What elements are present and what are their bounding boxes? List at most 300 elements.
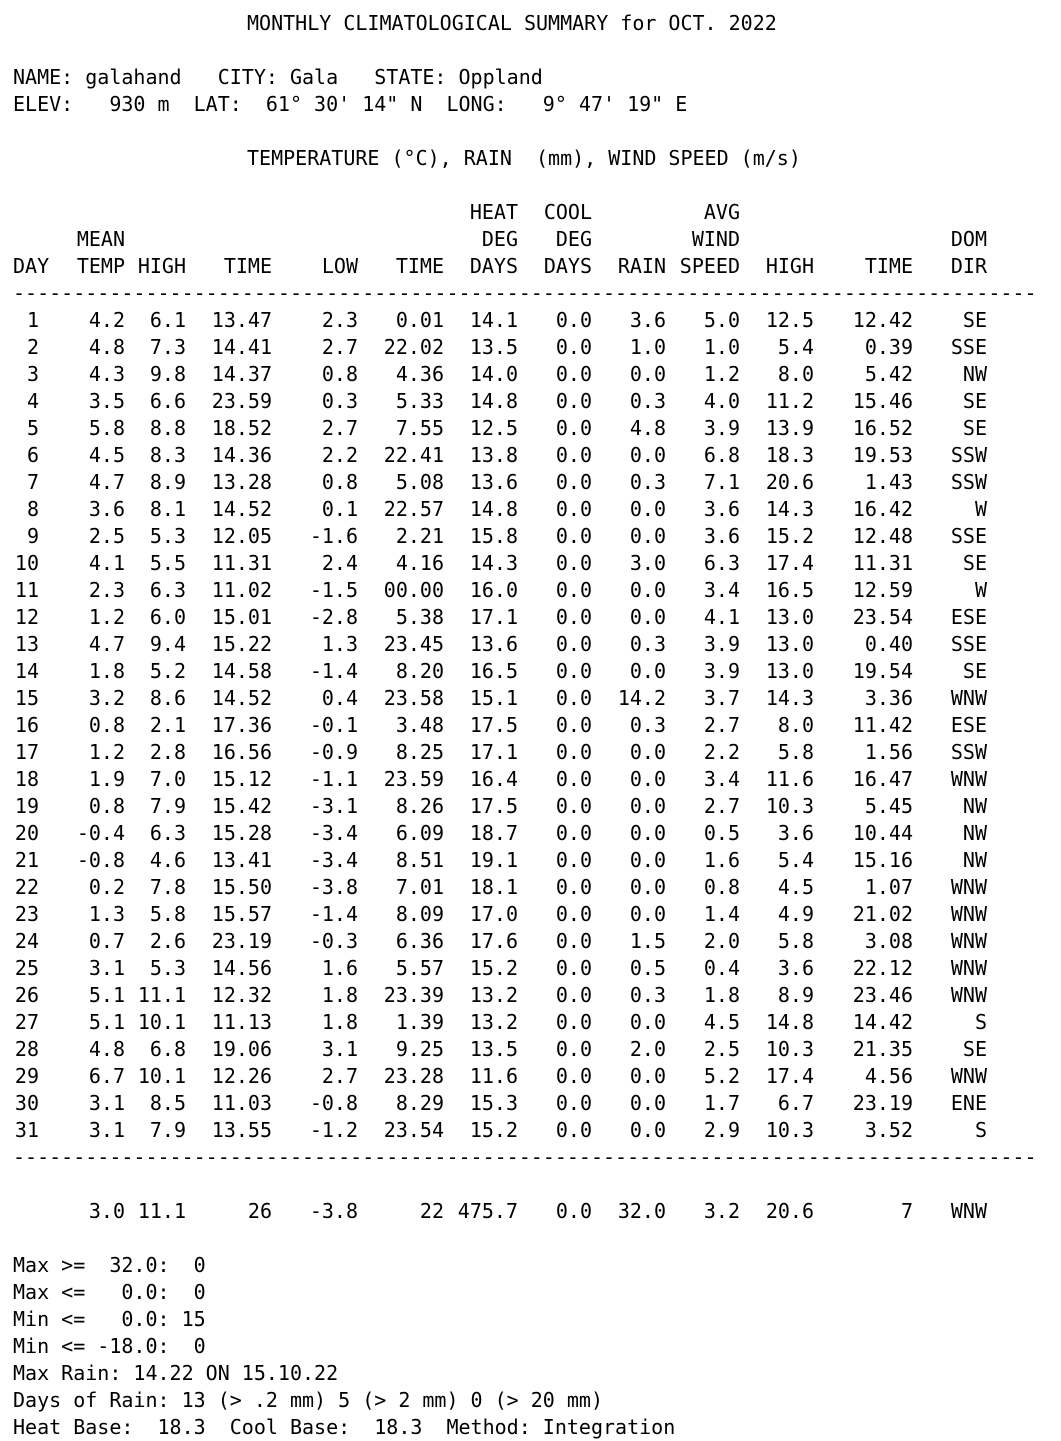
mean-temp-cell: 1.9 [88,767,125,791]
wind-time-cell: 1.56 [864,740,913,764]
wind-high-cell: 5.8 [777,929,814,953]
wind-time-cell: 7 [900,1199,913,1223]
high-time-cell: 14.52 [211,497,272,521]
rain-cell: 0.3 [629,983,666,1007]
cool-deg-days-cell: 0.0 [555,767,592,791]
low-temp-cell: 0.4 [321,686,358,710]
high-time-cell: 12.32 [211,983,272,1007]
mean-temp-cell: 5.1 [88,1010,125,1034]
heat-deg-days-cell: 13.5 [469,1037,518,1061]
wind-high-cell: 3.6 [777,821,814,845]
day-cell: 3 [26,362,39,386]
avg-wind-speed-cell: 6.3 [703,551,740,575]
wind-time-cell: 0.40 [864,632,913,656]
day-cell: 19 [14,794,39,818]
dom-dir-cell: WNW [950,767,987,791]
heat-deg-days-cell: 15.2 [469,1118,518,1142]
wind-time-cell: 19.53 [852,443,913,467]
dom-dir-cell: WNW [950,983,987,1007]
cool-deg-days-cell: 0.0 [555,362,592,386]
dom-dir-cell: NW [962,794,987,818]
high-temp-cell: 6.3 [149,578,186,602]
avg-wind-speed-cell: 3.9 [703,416,740,440]
avg-wind-speed-header: WIND [691,227,740,251]
low-temp-cell: 2.3 [321,308,358,332]
low-time-cell: 8.09 [395,902,444,926]
cool-deg-days-cell: 0.0 [555,902,592,926]
wind-high-cell: 4.5 [777,875,814,899]
dom-dir-cell: WNW [950,875,987,899]
cool-deg-days-cell: 0.0 [555,1199,592,1223]
low-time-cell: 7.55 [395,416,444,440]
day-cell: 10 [14,551,39,575]
day-cell: 8 [26,497,39,521]
low-time-cell: 4.16 [395,551,444,575]
mean-temp-cell: 3.2 [88,686,125,710]
avg-wind-speed-cell: 2.7 [703,794,740,818]
avg-wind-speed-cell: 5.2 [703,1064,740,1088]
avg-wind-speed-cell: 3.4 [703,578,740,602]
avg-wind-speed-cell: 3.9 [703,659,740,683]
low-temp-cell: -1.2 [309,1118,358,1142]
wind-time-cell: 15.46 [852,389,913,413]
rain-cell: 2.0 [629,1037,666,1061]
high-time-cell: 15.12 [211,767,272,791]
low-temp-cell: -0.8 [309,1091,358,1115]
table-row [13,334,1053,361]
cool-deg-days-cell: 0.0 [555,659,592,683]
cool-deg-days-cell: 0.0 [555,956,592,980]
table-row [13,415,1053,442]
dom-dir-header: DIR [950,254,987,278]
avg-wind-speed-cell: 3.6 [703,497,740,521]
low-temp-cell: -3.4 [309,848,358,872]
wind-high-cell: 11.2 [765,389,814,413]
wind-high-cell: 8.0 [777,362,814,386]
high-temp-cell: 9.8 [149,362,186,386]
dom-dir-cell: SE [962,1037,987,1061]
heat-deg-days-cell: 16.5 [469,659,518,683]
totals-line [13,1198,1053,1225]
table-row [13,442,1053,469]
day-cell: 25 [14,956,39,980]
mean-temp-cell: 3.1 [88,1091,125,1115]
dom-dir-cell: SE [962,389,987,413]
low-temp-cell: 2.7 [321,335,358,359]
heat-deg-days-cell: 18.7 [469,821,518,845]
heat-deg-days-cell: 15.3 [469,1091,518,1115]
wind-time-cell: 22.12 [852,956,913,980]
avg-wind-speed-cell: 4.1 [703,605,740,629]
high-temp-header [125,199,186,226]
avg-wind-speed-cell: 7.1 [703,470,740,494]
wind-time-cell: 11.42 [852,713,913,737]
mean-temp-cell: 4.8 [88,1037,125,1061]
low-temp-cell: 2.4 [321,551,358,575]
wind-time-cell: 11.31 [852,551,913,575]
day-cell: 17 [14,740,39,764]
low-temp-cell: 0.3 [321,389,358,413]
wind-time-cell: 23.54 [852,605,913,629]
high-time-header: TIME [223,254,272,278]
heat-deg-days-cell: 16.4 [469,767,518,791]
table-row [13,496,1053,523]
heat-deg-days-cell: 15.1 [469,686,518,710]
bottom-rule: ------------------------------------------------------------------------------------- [13,1145,1037,1169]
heat-deg-days-cell: 13.2 [469,1010,518,1034]
high-time-cell: 15.50 [211,875,272,899]
wind-time-cell: 12.59 [852,578,913,602]
wind-time-cell: 10.44 [852,821,913,845]
rain-cell: 0.0 [629,443,666,467]
cool-deg-days-cell: 0.0 [555,1118,592,1142]
dom-dir-cell: WNW [950,1199,987,1223]
avg-wind-speed-cell: 4.5 [703,1010,740,1034]
rain-cell: 0.0 [629,821,666,845]
cool-deg-days-cell: 0.0 [555,308,592,332]
day-cell: 26 [14,983,39,1007]
mean-temp-header: TEMP [76,254,125,278]
table-row [13,901,1053,928]
cool-deg-days-cell: 0.0 [555,416,592,440]
avg-wind-speed-cell: 3.4 [703,767,740,791]
table-row [13,604,1053,631]
high-temp-cell: 6.3 [149,821,186,845]
high-temp-cell: 6.1 [149,308,186,332]
wind-time-cell: 3.36 [864,686,913,710]
low-temp-cell: -3.4 [309,821,358,845]
heat-deg-days-cell: 17.5 [469,713,518,737]
low-temp-cell: 2.7 [321,1064,358,1088]
low-temp-cell: -3.8 [309,1199,358,1223]
footer-line: Max >= 32.0: 0 [13,1253,206,1277]
high-time-cell: 17.36 [211,713,272,737]
wind-high-cell: 13.0 [765,659,814,683]
wind-time-cell: 4.56 [864,1064,913,1088]
wind-high-cell: 20.6 [765,470,814,494]
rain-cell: 0.0 [629,875,666,899]
avg-wind-speed-cell: 1.2 [703,362,740,386]
low-temp-header: LOW [321,254,358,278]
avg-wind-speed-cell: 0.4 [703,956,740,980]
high-time-cell: 14.52 [211,686,272,710]
low-temp-cell: 0.8 [321,470,358,494]
heat-deg-days-cell: 17.1 [469,605,518,629]
heat-deg-days-cell: 16.0 [469,578,518,602]
low-time-cell: 8.25 [395,740,444,764]
heat-deg-days-cell: 12.5 [469,416,518,440]
dom-dir-cell: SSE [950,524,987,548]
avg-wind-speed-cell: 1.0 [703,335,740,359]
rain-cell: 0.0 [629,1064,666,1088]
rain-cell: 0.0 [629,740,666,764]
rain-cell: 4.8 [629,416,666,440]
low-time-cell: 2.21 [395,524,444,548]
low-time-cell: 6.36 [395,929,444,953]
mean-temp-cell: 3.5 [88,389,125,413]
table-row [13,1009,1053,1036]
table-row [13,1090,1053,1117]
mean-temp-header: MEAN [76,227,125,251]
mean-temp-cell: 0.2 [88,875,125,899]
wind-high-cell: 8.9 [777,983,814,1007]
wind-time-cell: 16.52 [852,416,913,440]
heat-deg-days-cell: 15.8 [469,524,518,548]
heat-deg-days-header: DAYS [469,254,518,278]
high-temp-cell: 2.8 [149,740,186,764]
high-temp-cell: 6.0 [149,605,186,629]
cool-deg-days-cell: 0.0 [555,1064,592,1088]
day-cell: 12 [14,605,39,629]
wind-high-cell: 14.3 [765,497,814,521]
wind-time-cell: 3.08 [864,929,913,953]
low-time-cell: 22.02 [383,335,444,359]
wind-high-cell: 8.0 [777,713,814,737]
low-time-cell: 5.38 [395,605,444,629]
avg-wind-speed-cell: 5.0 [703,308,740,332]
cool-deg-days-cell: 0.0 [555,524,592,548]
heat-deg-days-cell: 17.5 [469,794,518,818]
mean-temp-cell: 4.5 [88,443,125,467]
low-temp-cell: 1.8 [321,1010,358,1034]
wind-high-cell: 3.6 [777,956,814,980]
cool-deg-days-cell: 0.0 [555,983,592,1007]
high-time-cell: 14.41 [211,335,272,359]
heat-deg-days-header: HEAT [469,200,518,224]
high-time-cell: 15.22 [211,632,272,656]
table-row [13,739,1053,766]
dom-dir-cell: WNW [950,1064,987,1088]
footer-line: Max <= 0.0: 0 [13,1280,206,1304]
dom-dir-cell: WNW [950,902,987,926]
avg-wind-speed-header: AVG [703,200,740,224]
high-temp-cell: 5.3 [149,524,186,548]
low-time-header [358,226,444,253]
heat-deg-days-cell: 475.7 [457,1199,518,1223]
table-row [13,523,1053,550]
high-temp-cell: 4.6 [149,848,186,872]
low-time-cell: 22 [419,1199,444,1223]
day-cell: 1 [26,308,39,332]
low-time-cell: 8.20 [395,659,444,683]
avg-wind-speed-header: SPEED [679,254,740,278]
wind-time-cell: 23.19 [852,1091,913,1115]
cool-deg-days-cell: 0.0 [555,605,592,629]
dom-dir-cell: SSW [950,443,987,467]
rain-cell: 0.0 [629,794,666,818]
spacer [13,37,1053,64]
low-time-cell: 23.28 [383,1064,444,1088]
rain-header: RAIN [617,254,666,278]
wind-time-header [814,199,913,226]
high-time-cell: 23.19 [211,929,272,953]
top-rule: ------------------------------------------------------------------------------------- [13,281,1037,305]
table-row [13,712,1053,739]
high-time-cell: 13.47 [211,308,272,332]
dom-dir-cell: ENE [950,1091,987,1115]
wind-high-cell: 14.8 [765,1010,814,1034]
wind-time-cell: 23.46 [852,983,913,1007]
header-row2 [13,226,1053,253]
avg-wind-speed-cell: 2.5 [703,1037,740,1061]
rain-cell: 0.0 [629,1118,666,1142]
mean-temp-cell: 2.3 [88,578,125,602]
high-time-cell: 15.28 [211,821,272,845]
rain-cell: 32.0 [617,1199,666,1223]
day-cell: 11 [14,578,39,602]
low-temp-header [272,199,358,226]
header-row1 [13,199,1053,226]
high-temp-cell: 8.3 [149,443,186,467]
dom-dir-header [913,199,987,226]
day-cell: 30 [14,1091,39,1115]
cool-deg-days-header: DEG [555,227,592,251]
cool-deg-days-cell: 0.0 [555,875,592,899]
cool-deg-days-cell: 0.0 [555,1091,592,1115]
mean-temp-cell: 3.6 [88,497,125,521]
dom-dir-cell: NW [962,848,987,872]
table-row [13,847,1053,874]
high-temp-cell: 5.8 [149,902,186,926]
dom-dir-cell: ESE [950,713,987,737]
table-row [13,307,1053,334]
avg-wind-speed-cell: 2.7 [703,713,740,737]
high-time-cell: 19.06 [211,1037,272,1061]
cool-deg-days-cell: 0.0 [555,578,592,602]
spacer [13,1171,1053,1198]
high-time-header [186,226,272,253]
low-time-cell: 5.08 [395,470,444,494]
day-cell: 16 [14,713,39,737]
wind-high-cell: 12.5 [765,308,814,332]
high-time-cell: 14.36 [211,443,272,467]
rain-cell: 14.2 [617,686,666,710]
mean-temp-cell: 1.2 [88,605,125,629]
wind-time-cell: 5.42 [864,362,913,386]
wind-time-cell: 21.02 [852,902,913,926]
low-temp-header [272,226,358,253]
low-time-cell: 8.29 [395,1091,444,1115]
day-cell: 29 [14,1064,39,1088]
rain-cell: 0.0 [629,1091,666,1115]
cool-deg-days-cell: 0.0 [555,794,592,818]
low-time-cell: 7.01 [395,875,444,899]
day-cell: 9 [26,524,39,548]
wind-high-cell: 20.6 [765,1199,814,1223]
dom-dir-cell: SSE [950,335,987,359]
day-cell [13,1198,39,1225]
high-time-cell: 14.37 [211,362,272,386]
heat-deg-days-cell: 17.6 [469,929,518,953]
avg-wind-speed-cell: 2.0 [703,929,740,953]
heat-deg-days-cell: 18.1 [469,875,518,899]
table-row [13,955,1053,982]
table-row [13,550,1053,577]
mean-temp-cell: 3.1 [88,1118,125,1142]
cool-deg-days-cell: 0.0 [555,686,592,710]
high-temp-cell: 7.0 [149,767,186,791]
high-temp-cell: 7.8 [149,875,186,899]
dom-dir-cell: ESE [950,605,987,629]
units-line: TEMPERATURE (°C), RAIN (mm), WIND SPEED (m/s) [247,146,801,170]
low-temp-cell: 0.1 [321,497,358,521]
high-time-cell: 16.56 [211,740,272,764]
avg-wind-speed-cell: 0.8 [703,875,740,899]
rain-cell: 0.3 [629,713,666,737]
dom-dir-cell: NW [962,821,987,845]
wind-high-cell: 6.7 [777,1091,814,1115]
avg-wind-speed-cell: 0.5 [703,821,740,845]
low-time-cell: 22.41 [383,443,444,467]
high-time-cell: 15.42 [211,794,272,818]
wind-high-cell: 13.0 [765,632,814,656]
wind-high-cell: 17.4 [765,551,814,575]
low-temp-cell: 0.8 [321,362,358,386]
low-temp-cell: -0.1 [309,713,358,737]
heat-deg-days-cell: 17.0 [469,902,518,926]
footer-line: Min <= 0.0: 15 [13,1307,206,1331]
wind-high-cell: 17.4 [765,1064,814,1088]
wind-time-header [814,226,913,253]
mean-temp-cell: 6.7 [88,1064,125,1088]
rain-cell: 0.0 [629,902,666,926]
cool-deg-days-cell: 0.0 [555,713,592,737]
low-time-cell: 5.33 [395,389,444,413]
station-line: NAME: galahand CITY: Gala STATE: Oppland [13,65,543,89]
heat-deg-days-cell: 14.1 [469,308,518,332]
dom-dir-cell: SE [962,308,987,332]
table-row [13,820,1053,847]
high-temp-cell: 5.2 [149,659,186,683]
mean-temp-cell: 0.8 [88,713,125,737]
heat-deg-days-cell: 13.8 [469,443,518,467]
rain-cell: 0.3 [629,470,666,494]
table-row [13,1036,1053,1063]
low-temp-cell: -1.6 [309,524,358,548]
high-temp-cell: 8.9 [149,470,186,494]
rain-cell: 0.0 [629,848,666,872]
high-temp-cell: 10.1 [137,1010,186,1034]
rain-cell: 1.5 [629,929,666,953]
wind-high-cell: 14.3 [765,686,814,710]
mean-temp-cell: 0.8 [88,794,125,818]
mean-temp-cell: 4.7 [88,470,125,494]
wind-time-cell: 12.42 [852,308,913,332]
rain-cell: 0.3 [629,389,666,413]
high-temp-cell: 5.5 [149,551,186,575]
high-temp-cell: 7.9 [149,1118,186,1142]
day-cell: 14 [14,659,39,683]
table-row [13,1117,1053,1144]
day-cell: 28 [14,1037,39,1061]
cool-deg-days-cell: 0.0 [555,929,592,953]
mean-temp-cell: -0.8 [76,848,125,872]
table-row [13,1063,1053,1090]
dom-dir-cell: SSW [950,740,987,764]
day-cell: 4 [26,389,39,413]
rain-cell: 3.0 [629,551,666,575]
low-time-cell: 9.25 [395,1037,444,1061]
high-temp-header [125,226,186,253]
cool-deg-days-cell: 0.0 [555,1037,592,1061]
low-temp-cell: 2.7 [321,416,358,440]
mean-temp-cell: 2.5 [88,524,125,548]
heat-deg-days-cell: 11.6 [469,1064,518,1088]
low-time-cell: 23.39 [383,983,444,1007]
high-time-cell: 11.31 [211,551,272,575]
footer-line: Heat Base: 18.3 Cool Base: 18.3 Method: Integration [13,1415,676,1439]
wind-high-cell: 16.5 [765,578,814,602]
